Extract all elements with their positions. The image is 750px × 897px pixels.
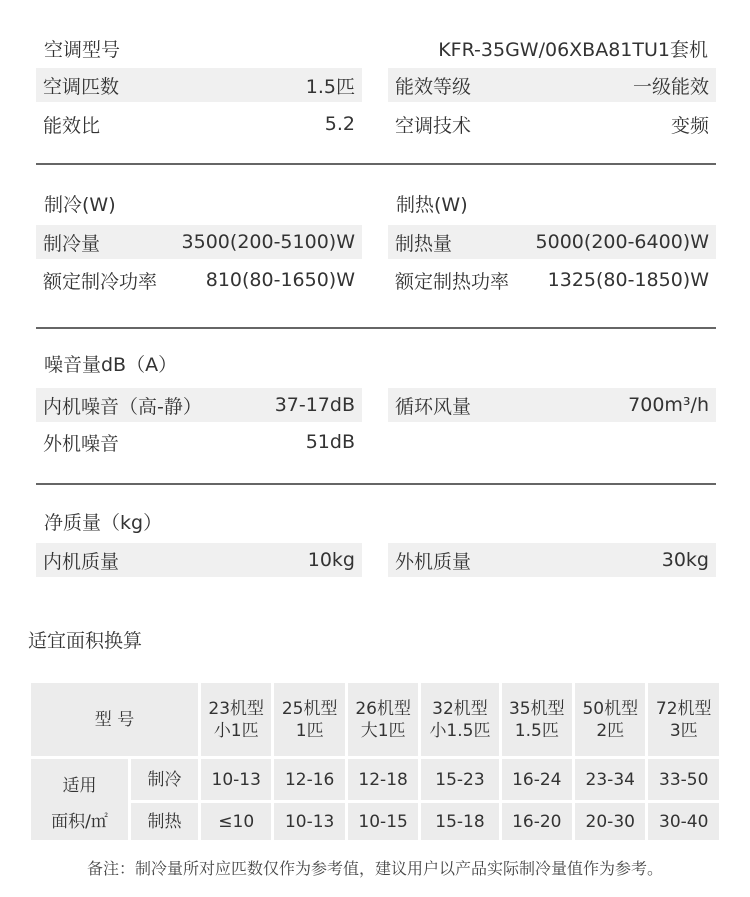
table-cell: 30-40 xyxy=(647,802,721,842)
table-cell: 10-15 xyxy=(346,802,419,842)
weight-spec-section xyxy=(36,486,716,586)
spec-value: 37-17dB xyxy=(274,394,355,416)
spec-label: 额定制冷功率 xyxy=(43,270,158,293)
spec-value: 3500(200-5100)W xyxy=(181,231,355,253)
table-cell: 15-18 xyxy=(420,802,500,842)
spec-row-heating-capacity xyxy=(388,225,716,259)
model-code: 50机型 xyxy=(582,698,639,719)
model-value: KFR-35GW/06XBA81TU1套机 xyxy=(438,39,708,61)
basic-spec-section xyxy=(36,0,716,170)
spec-label: 额定制热功率 xyxy=(395,270,510,293)
section-divider xyxy=(36,483,716,485)
spec-label: 能效比 xyxy=(43,114,101,137)
spec-label: 内机噪音（高-静） xyxy=(43,395,202,418)
footnote: 备注：制冷量所对应匹数仅作为参考值，建议用户以产品实际制冷量值作为参考。 xyxy=(86,859,663,878)
table-cell: 12-16 xyxy=(273,758,346,802)
model-header xyxy=(200,682,273,758)
table-row xyxy=(30,758,721,802)
spec-value: 1.5匹 xyxy=(305,75,355,98)
spec-label: 空调匹数 xyxy=(43,75,120,98)
noise-title: 噪音量dB（A） xyxy=(44,354,178,376)
section-divider xyxy=(36,327,716,329)
model-code: 35机型 xyxy=(508,698,565,719)
model-header xyxy=(346,682,419,758)
table-cell: 10-13 xyxy=(200,758,273,802)
model-code: 72机型 xyxy=(655,698,712,719)
area-conversion-table xyxy=(28,680,722,843)
corner-header: 型 号 xyxy=(30,682,200,758)
table-cell: 16-20 xyxy=(500,802,573,842)
model-header xyxy=(500,682,573,758)
table-row xyxy=(30,802,721,842)
model-header xyxy=(647,682,721,758)
table-cell: 15-23 xyxy=(420,758,500,802)
model-code: 26机型 xyxy=(355,698,411,719)
spec-row-energy-grade xyxy=(388,68,716,102)
table-cell: 33-50 xyxy=(647,758,721,802)
table-cell: 10-13 xyxy=(273,802,346,842)
spec-value: 700m³/h xyxy=(628,394,709,416)
spec-value: 5.2 xyxy=(324,113,355,135)
spec-value: 51dB xyxy=(305,431,355,453)
noise-spec-section xyxy=(36,330,716,490)
model-hp: 小1匹 xyxy=(213,720,259,741)
spec-value: 1325(80-1850)W xyxy=(547,269,709,291)
model-label: 空调型号 xyxy=(44,39,121,61)
table-cell: ≤10 xyxy=(200,802,273,842)
model-hp: 大1匹 xyxy=(360,720,406,741)
spec-label: 制热量 xyxy=(395,232,453,255)
spec-label: 外机质量 xyxy=(395,550,472,573)
table-row xyxy=(30,682,721,758)
spec-value: 810(80-1650)W xyxy=(205,269,355,291)
spec-row-outdoor-noise xyxy=(36,425,362,459)
spec-row-cooling-power xyxy=(36,263,362,297)
spec-row-cooling-capacity xyxy=(36,225,362,259)
table-cell: 20-30 xyxy=(574,802,647,842)
spec-value: 10kg xyxy=(307,549,355,571)
usage-area-header xyxy=(30,758,130,842)
spec-value: 30kg xyxy=(661,549,709,571)
heating-title: 制热(W) xyxy=(396,194,468,216)
model-header xyxy=(420,682,500,758)
section-divider xyxy=(36,163,716,165)
power-spec-section xyxy=(36,166,716,326)
table-cell: 16-24 xyxy=(500,758,573,802)
model-hp: 1.5匹 xyxy=(514,720,559,741)
spec-label: 内机质量 xyxy=(43,550,120,573)
cool-row-header: 制冷 xyxy=(130,758,200,802)
spec-label: 能效等级 xyxy=(395,75,472,98)
spec-row-eer xyxy=(36,107,362,141)
model-hp: 2匹 xyxy=(596,720,625,741)
spec-value: 变频 xyxy=(670,114,709,137)
model-code: 32机型 xyxy=(432,698,488,719)
model-code: 25机型 xyxy=(281,698,338,719)
spec-row-outdoor-weight xyxy=(388,543,716,577)
weight-title: 净质量（kg） xyxy=(44,512,163,534)
spec-row-heating-power xyxy=(388,263,716,297)
cooling-title: 制冷(W) xyxy=(44,194,116,216)
model-hp: 小1.5匹 xyxy=(429,720,491,741)
spec-value: 5000(200-6400)W xyxy=(535,231,709,253)
model-header xyxy=(574,682,647,758)
heat-row-header: 制热 xyxy=(130,802,200,842)
model-hp: 3匹 xyxy=(669,720,698,741)
spec-row-horsepower xyxy=(36,68,362,102)
table-cell: 23-34 xyxy=(574,758,647,802)
spec-value: 一级能效 xyxy=(632,75,709,98)
spec-label: 空调技术 xyxy=(395,114,472,137)
table-cell: 12-18 xyxy=(346,758,419,802)
spec-label: 循环风量 xyxy=(395,395,472,418)
model-hp: 1匹 xyxy=(295,720,324,741)
usage-label: 适用 xyxy=(62,775,97,796)
spec-row-indoor-noise xyxy=(36,388,362,422)
model-code: 23机型 xyxy=(208,698,265,719)
spec-label: 制冷量 xyxy=(43,232,101,255)
spec-label: 外机噪音 xyxy=(43,432,120,455)
spec-row-airflow xyxy=(388,388,716,422)
spec-row-technology xyxy=(388,107,716,141)
area-table-title: 适宜面积换算 xyxy=(28,630,143,652)
spec-row-indoor-weight xyxy=(36,543,362,577)
area-unit-label: 面积/㎡ xyxy=(51,811,108,832)
model-header xyxy=(273,682,346,758)
